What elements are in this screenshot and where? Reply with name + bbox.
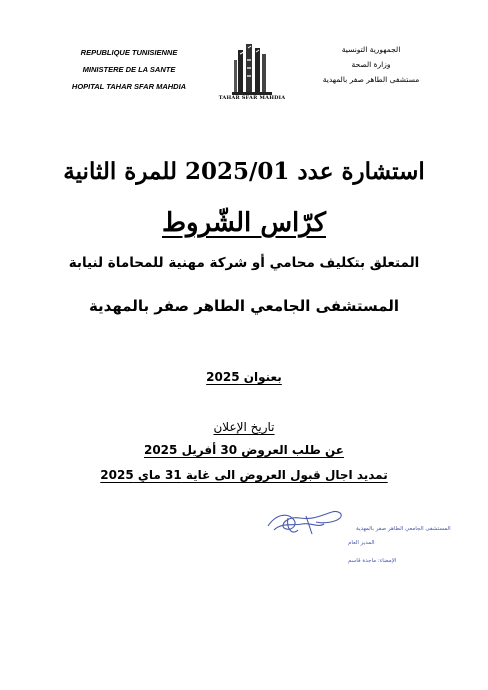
hospital-name: المستشفى الجامعي الطاهر صفر بالمهدية	[88, 297, 400, 315]
extension-text: تمديد اجال قبول العروض الى غاية 31 ماي 2025	[100, 468, 388, 482]
hospital-logo	[222, 40, 282, 112]
stamp-line-3: الإمضاء: ماجدة قاسم	[348, 558, 397, 564]
announcement-date-text: تاريخ الإعلان	[213, 420, 275, 434]
signature-stamp	[228, 508, 451, 578]
subject-line: المتعلق بتكليف محامي أو شركة مهنية للمحاماة لنيابة	[68, 255, 420, 271]
stamp-line-1: المستشفى الجامعي الطاهر صفر بالمهدية	[356, 526, 451, 532]
header-right-arabic	[296, 42, 446, 87]
deadline-line	[0, 443, 488, 457]
logo-caption: TAHAR SFAR MAHDIA	[218, 95, 286, 101]
year-title	[0, 370, 488, 384]
hospital-label-ar: مستشفى الطاهر صفر بالمهدية	[322, 75, 420, 84]
ministry-label-ar: وزارة الصحة	[351, 60, 391, 69]
stamp-line-2: المدير العام	[348, 540, 375, 546]
cahier-title-text: كرّاس الشّروط	[161, 208, 327, 238]
hospital-tower-logo-icon	[222, 40, 282, 100]
signature-stamp-graphic	[228, 508, 451, 578]
hospital-label: HOPITAL TAHAR SFAR MAHDIA	[71, 82, 187, 91]
republic-label-ar: الجمهورية التونسية	[341, 45, 401, 54]
ministry-label: MINISTERE DE LA SANTE	[82, 65, 176, 74]
extension-line	[0, 468, 488, 482]
announcement-date-label	[0, 420, 488, 434]
cahier-title	[0, 208, 488, 238]
header-left-french	[44, 44, 214, 95]
deadline-text: عن طلب العروض 30 أفريل 2025	[143, 443, 345, 457]
republic-label: REPUBLIQUE TUNISIENNE	[80, 48, 178, 57]
consultation-title: استشارة عدد 2025/01 للمرة الثانية	[63, 158, 425, 185]
year-title-text: بعنوان 2025	[206, 370, 282, 384]
